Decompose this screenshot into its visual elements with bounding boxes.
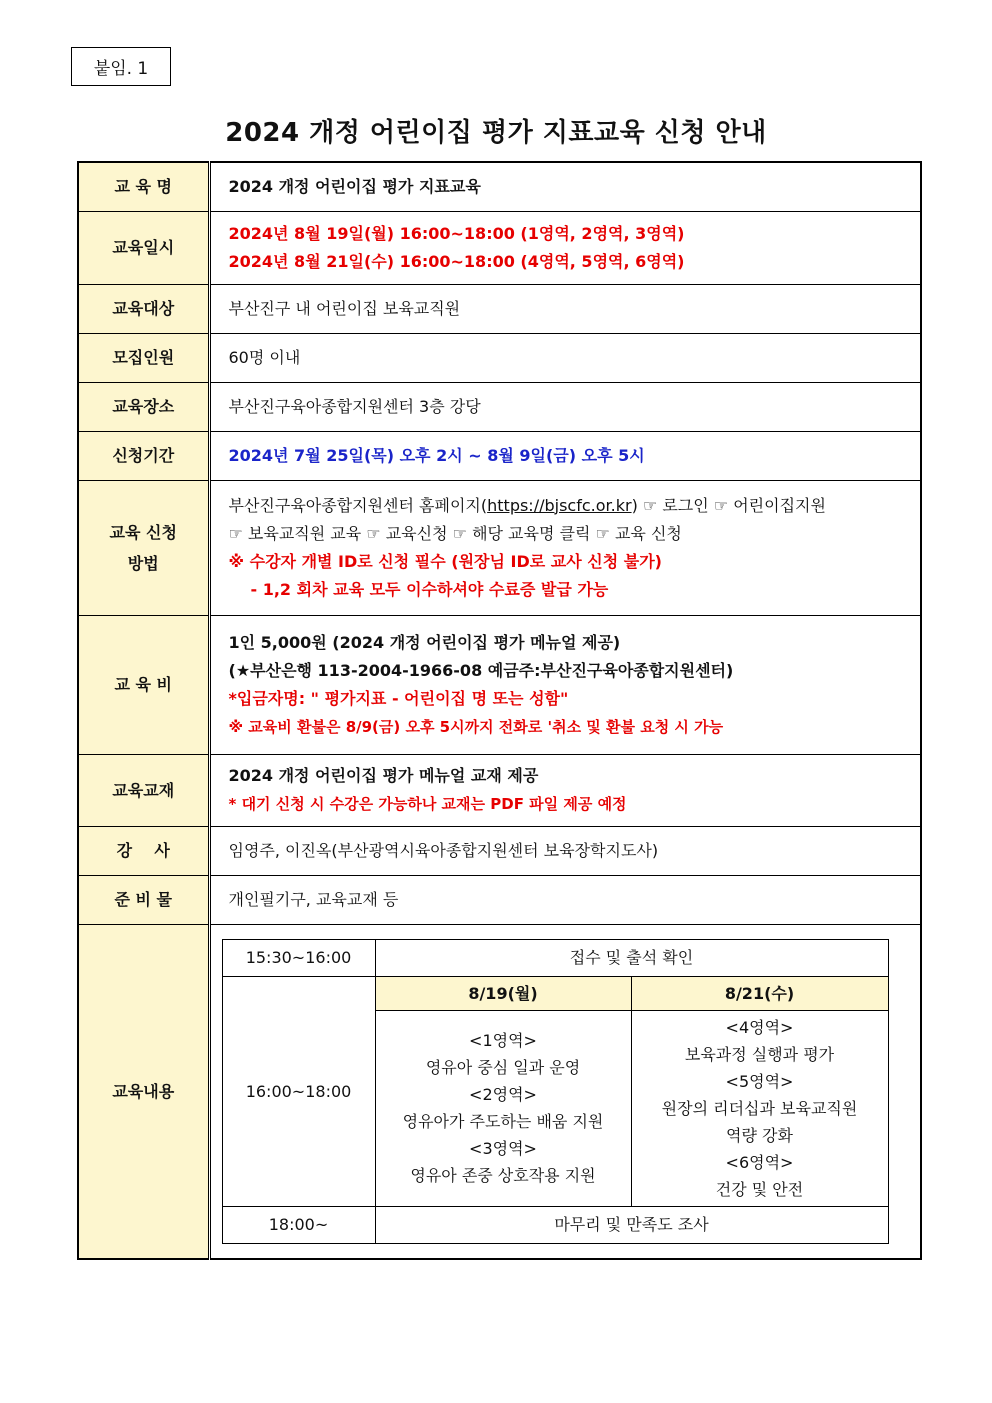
row-supplies [78,875,921,924]
label-datetime: 교육일시 [78,211,209,284]
day1-item: 영유아가 주도하는 배움 지원 [402,1112,604,1131]
schedule-day-1: 8/19(월) [375,976,631,1010]
day1-item: <3영역> [469,1139,537,1158]
value-material [209,754,921,826]
value-period: 2024년 7월 25일(목) 오후 2시 ~ 8월 9일(금) 오후 5시 [209,431,921,480]
schedule-time-2: 16:00~18:00 [222,976,375,1206]
row-period [78,431,921,480]
method-line-1-suffix: ) ☞ 로그인 ☞ 어린이집지원 [631,495,826,515]
material-line-2: * 대기 신청 시 수강은 가능하나 교재는 PDF 파일 제공 예정 [228,795,627,813]
schedule-reception: 접수 및 출석 확인 [375,939,888,976]
row-fee [78,615,921,754]
label-content: 교육내용 [78,924,209,1259]
row-lecturer [78,826,921,875]
day1-item: <1영역> [469,1031,537,1050]
method-note-2: - 1,2 회차 교육 모두 이수하셔야 수료증 발급 가능 [250,579,609,599]
row-material [78,754,921,826]
schedule-day-2-content [631,1010,888,1206]
label-name: 교 육 명 [78,162,209,211]
value-capacity: 60명 이내 [209,333,921,382]
value-place: 부산진구육아종합지원센터 3층 강당 [209,382,921,431]
label-period: 신청기간 [78,431,209,480]
label-capacity: 모집인원 [78,333,209,382]
label-method [78,480,209,615]
value-supplies: 개인필기구, 교육교재 등 [209,875,921,924]
method-line-1-prefix: 부산진구육아종합지원센터 홈페이지( [228,495,488,515]
attachment-label: 붙임. 1 [71,47,171,86]
label-place: 교육장소 [78,382,209,431]
day2-item: 원장의 리더십과 보육교직원 [661,1098,858,1118]
label-material: 교육교재 [78,754,209,826]
page-title: 2024 개정 어린이집 평가 지표교육 신청 안내 [225,118,767,148]
schedule-row-closing [222,1206,888,1243]
day2-item: <5영역> [725,1071,794,1091]
value-name: 2024 개정 어린이집 평가 지표교육 [209,162,921,211]
method-note-1: ※ 수강자 개별 ID로 신청 필수 (원장님 ID로 교사 신청 불가) [228,551,662,571]
value-method [209,480,921,615]
schedule-row-days [222,976,888,1010]
day2-item: 보육과정 실행과 평가 [684,1044,835,1064]
label-target: 교육대상 [78,284,209,333]
row-name [78,162,921,211]
label-method-line-1: 교육 신청 [109,522,177,542]
label-fee: 교 육 비 [78,615,209,754]
day2-item: <4영역> [725,1017,794,1037]
homepage-link[interactable]: https://bjscfc.or.kr [487,495,632,515]
value-content [209,924,921,1259]
datetime-line-1: 2024년 8월 19일(월) 16:00~18:00 (1영역, 2영역, 3영역) [228,223,685,243]
day1-item: 영유아 중심 일과 운영 [425,1058,581,1077]
fee-line-4: ※ 교육비 환불은 8/9(금) 오후 5시까지 전화로 '취소 및 환불 요청 시 가능 [228,717,724,736]
day1-item: <2영역> [469,1085,537,1104]
method-line-1 [229,492,921,520]
value-datetime [209,211,921,284]
info-table [77,161,922,1260]
schedule-closing: 마무리 및 만족도 조사 [375,1206,888,1243]
method-line-2: ☞ 보육교직원 교육 ☞ 교육신청 ☞ 해당 교육명 클릭 ☞ 교육 신청 [228,523,682,543]
schedule-day-1-content [375,1010,631,1206]
row-capacity [78,333,921,382]
label-method-line-2: 방법 [127,553,159,573]
schedule-day-2: 8/21(수) [631,976,888,1010]
label-supplies: 준 비 물 [78,875,209,924]
fee-line-1: 1인 5,000원 (2024 개정 어린이집 평가 메뉴얼 제공) [228,632,621,652]
fee-line-2: (★부산은행 113-2004-1966-08 예금주:부산진구육아종합지원센터) [228,660,734,680]
day2-item: <6영역> [725,1152,794,1172]
row-method [78,480,921,615]
day1-item: 영유아 존중 상호작용 지원 [410,1166,596,1185]
schedule-time-1: 15:30~16:00 [222,939,375,976]
row-target [78,284,921,333]
label-lecturer: 강 사 [78,826,209,875]
day2-item: 역량 강화 [726,1125,793,1145]
value-target: 부산진구 내 어린이집 보육교직원 [209,284,921,333]
schedule-table [222,939,889,1244]
value-fee [209,615,921,754]
datetime-line-2: 2024년 8월 21일(수) 16:00~18:00 (4영역, 5영역, 6영역) [228,251,685,271]
material-line-1: 2024 개정 어린이집 평가 메뉴얼 교재 제공 [228,766,539,785]
fee-line-3: *입금자명: " 평가지표 - 어린이집 명 또는 성함" [228,688,569,708]
schedule-time-3: 18:00~ [222,1206,375,1243]
schedule-row-reception [222,939,888,976]
row-content [78,924,921,1259]
day2-item: 건강 및 안전 [715,1179,804,1199]
row-place [78,382,921,431]
value-lecturer: 임영주, 이진옥(부산광역시육아종합지원센터 보육장학지도사) [209,826,921,875]
row-datetime [78,211,921,284]
